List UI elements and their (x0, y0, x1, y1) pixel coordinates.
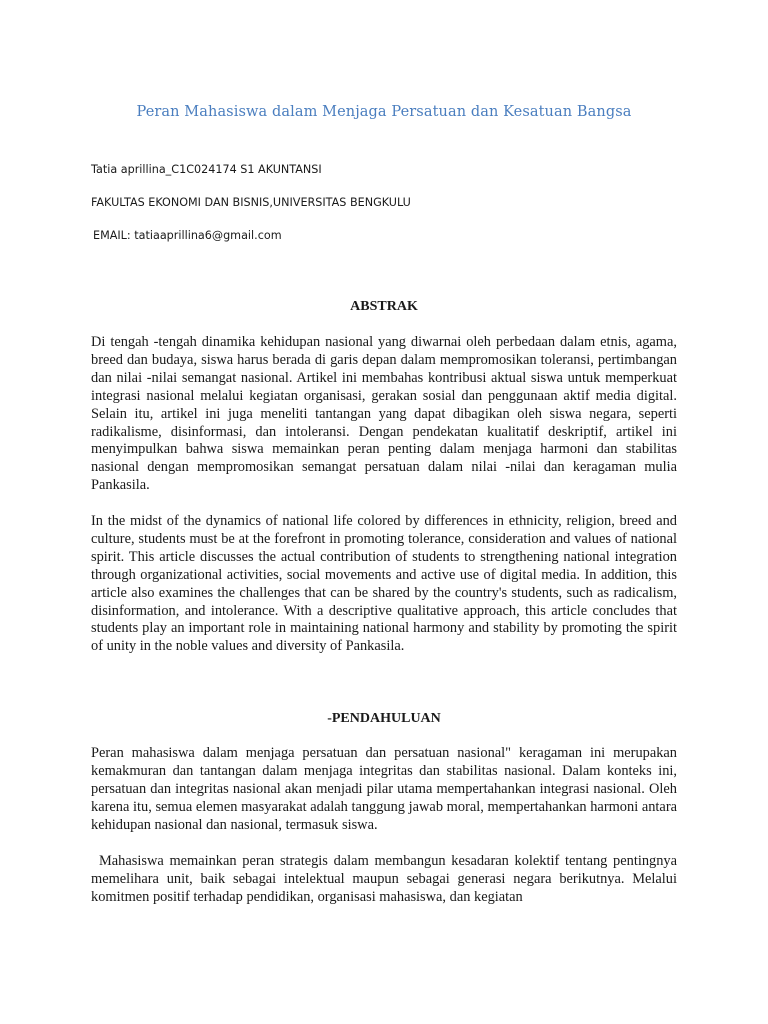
intro-paragraph-2: Mahasiswa memainkan peran strategis dalam membangun kesadaran kolektif tentang pentingnya memelihara unit, baik sebagai intelektual maupun sebagai generasi negara berikutnya. Melalui komitmen positif terhadap pendidikan, organisasi mahasiswa, dan kegiatan (91, 853, 677, 905)
intro-heading: -PENDAHULUAN (327, 711, 441, 726)
document-title: Peran Mahasiswa dalam Menjaga Persatuan dan Kesatuan Bangsa (136, 104, 632, 120)
faculty-line: FAKULTAS EKONOMI DAN BISNIS,UNIVERSITAS BENGKULU (91, 196, 411, 209)
intro-paragraph-1: Peran mahasiswa dalam menjaga persatuan dan persatuan nasional" keragaman ini merupakan kemakmuran dan tantangan dalam menjaga integritas dan stabilitas nasional. Dalam konteks ini, persatuan dan integritas nasional akan menjadi pilar utama mempertahankan integrasi nasional. Oleh karena itu, semua elemen masyarakat adalah tanggung jawab moral, mempertahankan harmoni antara kehidupan nasional dan nasional, termasuk siswa. (91, 745, 677, 833)
abstract-indonesian: Di tengah -tengah dinamika kehidupan nasional yang diwarnai oleh perbedaan dalam etnis, agama, breed dan budaya, siswa harus berada di garis depan dalam mempromosikan toleransi, pertimbangan dan nilai -nilai semangat nasional. Artikel ini membahas kontribusi aktual siswa untuk memperkuat integrasi nasional melalui kegiatan organisasi, gerakan sosial dan penggunaan aktif media digital. Selain itu, artikel ini juga meneliti tantangan yang dapat dibagikan oleh siswa negara, seperti radikalisme, disinformasi, dan intoleransi. Dengan pendekatan kualitatif deskriptif, artikel ini menyimpulkan bahwa siswa memainkan peran penting dalam menjaga harmoni dan stabilitas nasional dengan mempromosikan semangat persatuan dalam nilai -nilai dan keragaman mulia Pankasila. (91, 334, 677, 494)
author-line: Tatia aprillina_C1C024174 S1 AKUNTANSI (91, 163, 322, 176)
email-line: EMAIL: tatiaaprillina6@gmail.com (93, 229, 282, 242)
abstract-english: In the midst of the dynamics of national life colored by differences in ethnicity, religion, breed and culture, students must be at the forefront in promoting tolerance, consideration and values of national spirit. This article discusses the actual contribution of students to strengthening national integration through organizational activities, social movements and active use of digital media. In addition, this article also examines the challenges that can be shared by the country's students, such as radicalism, disinformation, and intolerance. With a descriptive qualitative approach, this article concludes that students play an important role in maintaining national harmony and stability by promoting the spirit of unity in the noble values and diversity of Pankasila. (91, 513, 677, 655)
abstract-heading: ABSTRAK (350, 299, 418, 314)
